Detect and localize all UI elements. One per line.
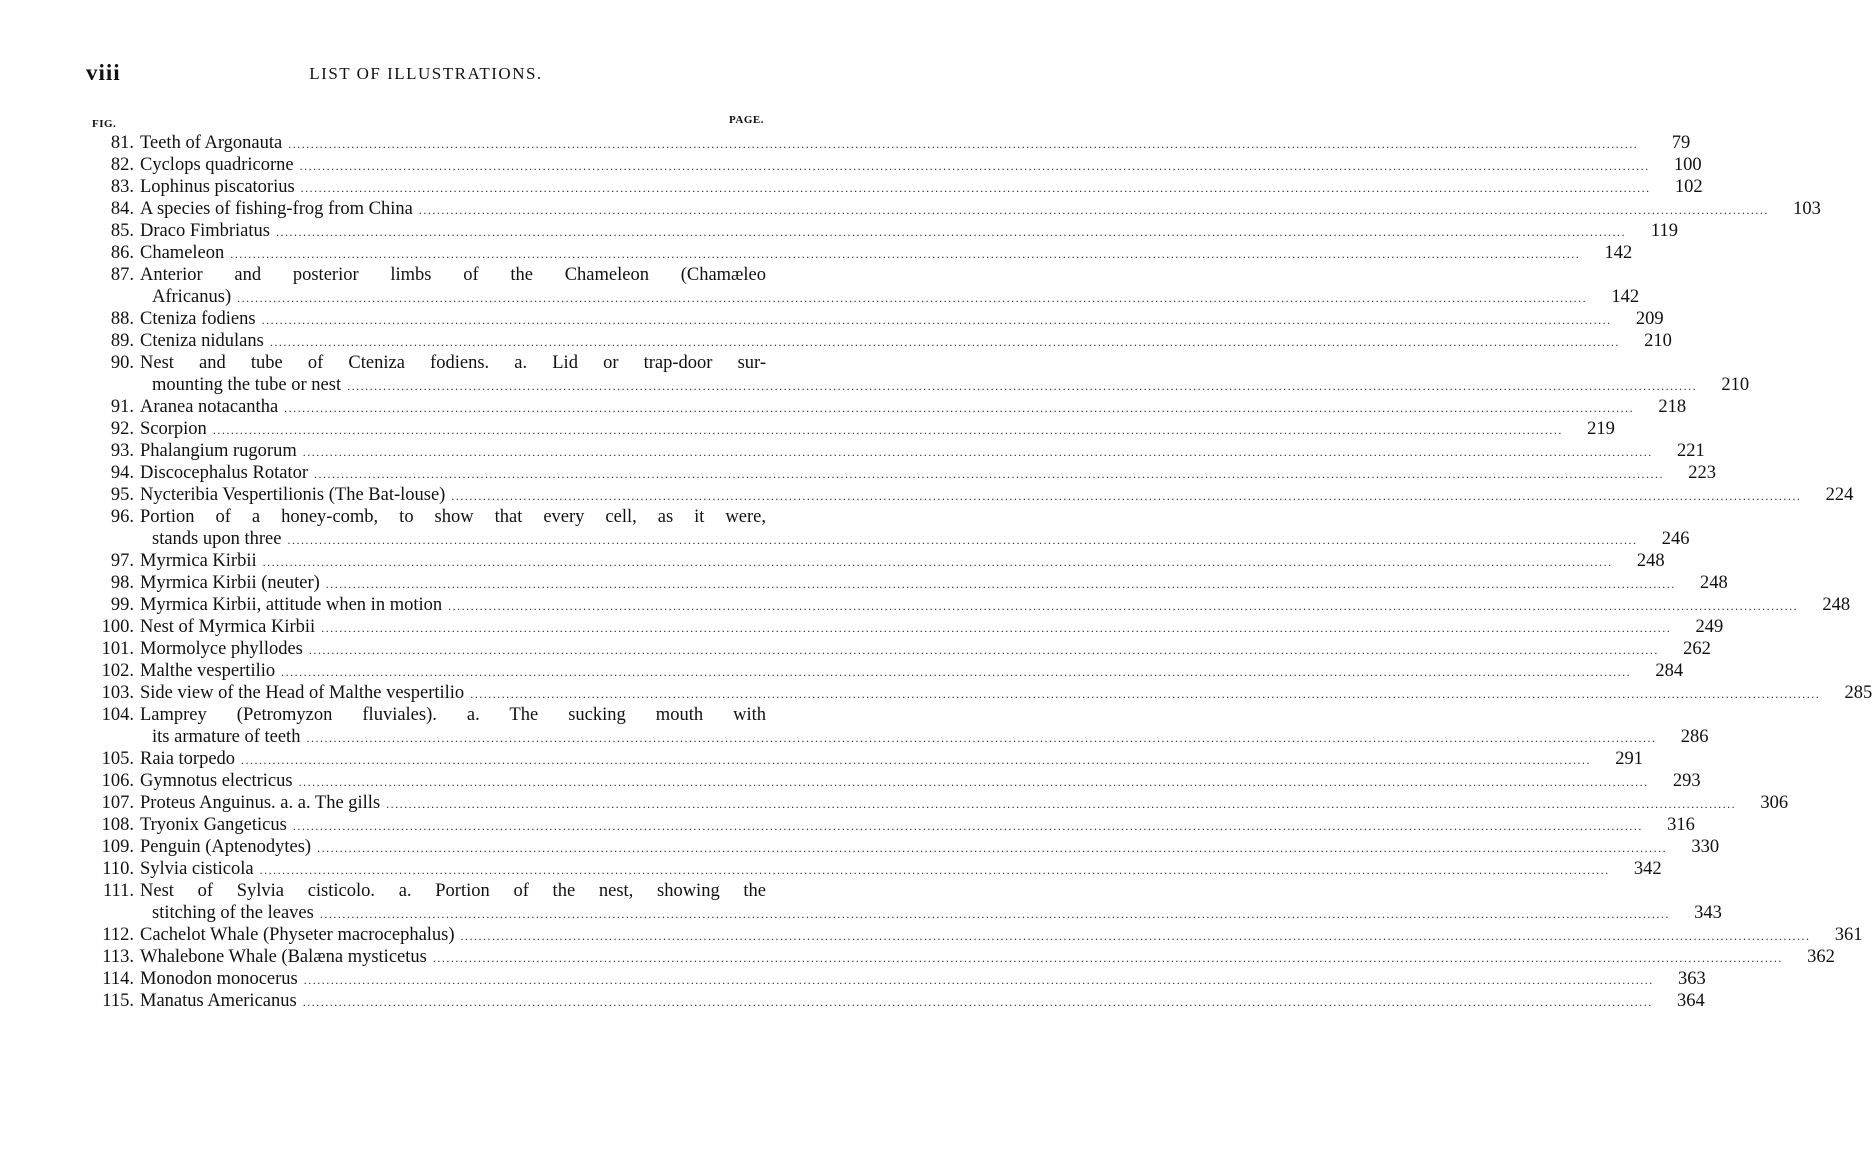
list-item [86,506,1690,550]
figure-title: Scorpion [140,419,207,439]
entry-leader-row [152,726,1709,749]
figure-title: its armature of teeth [152,727,301,747]
figure-title: Malthe vespertilio [140,661,276,681]
entry-leader-row [140,396,1687,419]
figure-title: stitching of the leaves [152,903,314,923]
page-number-ref: 142 [1611,287,1640,307]
dot-leader: ............................................................................................................................................................................................................................................................................................................ [418,203,1769,217]
figure-number: 113. [102,947,134,967]
entry-first-line [86,396,1687,418]
page-number-ref: 100 [1673,155,1702,175]
dot-leader: ............................................................................................................................................................................................................................................................................................................ [432,951,1783,965]
figure-number: 103. [101,683,134,703]
entry-leader-row [140,616,1724,639]
page-number-ref: 219 [1587,419,1615,439]
figure-number: 102. [101,661,134,681]
list-item [86,550,1665,572]
running-title: LIST OF ILLUSTRATIONS. [309,64,543,83]
figure-title: Phalangium rugorum [140,441,297,461]
page-number-ref: 210 [1644,331,1672,351]
dot-leader: ............................................................................................................................................................................................................................................................................................................ [448,599,1799,613]
figure-number: 97. [110,551,134,571]
page-number-ref: 102 [1674,177,1703,197]
entry-first-line [86,462,1716,484]
dot-leader: ............................................................................................................................................................................................................................................................................................................ [292,819,1643,833]
dot-leader: ............................................................................................................................................................................................................................................................................................................ [386,797,1737,811]
entry-leader-row [140,198,1821,221]
dot-leader: ............................................................................................................................................................................................................................................................................................................ [284,401,1635,415]
figure-title: Gymnotus electricus [140,771,293,791]
entry-continuation-line [86,286,1640,308]
entry-leader-row [140,990,1705,1013]
list-item [86,198,1821,220]
list-item [86,748,1644,770]
figure-title: Penguin (Aptenodytes) [140,837,312,857]
list-item [86,308,1664,330]
page-number-ref: 119 [1650,221,1678,241]
entry-first-line [86,484,1854,506]
list-item [86,242,1633,264]
entry-leader-row [140,154,1702,177]
figure-title: Nest of Myrmica Kirbii [140,617,316,637]
figure-title: Draco Fimbriatus [140,221,270,241]
figure-title: Manatus Americanus [140,991,297,1011]
entry-continuation-line [86,528,1690,550]
figure-title: Sylvia cisticola [140,859,254,879]
entry-first-line [86,242,1633,264]
list-item [86,616,1724,638]
entry-first-line [86,440,1705,462]
dot-leader: ............................................................................................................................................................................................................................................................................................................ [261,313,1612,327]
figure-title: Myrmica Kirbii [140,551,257,571]
entry-first-line [86,198,1821,220]
page-number-ref: 285 [1844,683,1872,703]
page-number-ref: 306 [1760,793,1789,813]
entry-first-line [86,968,1706,990]
figure-number: 105. [101,749,134,769]
list-item [86,594,1851,616]
dot-leader: ............................................................................................................................................................................................................................................................................................................ [299,159,1650,173]
dot-leader: ............................................................................................................................................................................................................................................................................................................ [303,973,1654,987]
entry-leader-row [140,176,1703,199]
page-number-ref: 284 [1655,661,1684,681]
figure-number: 81. [110,133,134,153]
entry-first-line [86,660,1684,682]
dot-leader: ............................................................................................................................................................................................................................................................................................................ [237,291,1588,305]
page-number-ref: 142 [1604,243,1633,263]
figure-number: 83. [110,177,134,197]
figure-number: 82. [110,155,134,175]
dot-leader: ............................................................................................................................................................................................................................................................................................................ [302,995,1653,1009]
list-item [86,946,1835,968]
page-number-ref: 224 [1825,485,1854,505]
entry-leader-row [140,682,1872,705]
list-item [86,770,1701,792]
entry-leader-row [140,836,1720,859]
entry-first-line [86,990,1705,1012]
dot-leader: ............................................................................................................................................................................................................................................................................................................ [460,929,1811,943]
figure-number: 104. [101,705,134,725]
figure-number: 86. [110,243,134,263]
figure-title: Aranea notacantha [140,397,279,417]
page-number-ref: 363 [1678,969,1706,989]
entry-first-line [86,616,1724,638]
entry-first-line [86,506,766,528]
entry-leader-row [140,418,1615,441]
figure-title: Cyclops quadricorne [140,155,294,175]
dot-leader: ............................................................................................................................................................................................................................................................................................................ [321,621,1672,635]
page-number-ref: 221 [1676,441,1705,461]
list-item [86,220,1678,242]
entry-first-line [86,748,1644,770]
list-item [86,704,1709,748]
entry-leader-row [140,462,1716,485]
figure-number: 114. [102,969,134,989]
figure-number: 96. [110,507,134,527]
entry-first-line [86,418,1615,440]
figure-number: 87. [110,265,134,285]
list-item [86,418,1615,440]
figure-number: 110. [102,859,134,879]
entry-continuation-line [86,726,1709,748]
page-number: viii [86,60,121,85]
entry-leader-row [140,550,1665,573]
dot-leader: ............................................................................................................................................................................................................................................................................................................ [269,335,1620,349]
dot-leader: ............................................................................................................................................................................................................................................................................................................ [451,489,1802,503]
entry-continuation-line [86,374,1750,396]
list-item [86,968,1706,990]
dot-leader: ............................................................................................................................................................................................................................................................................................................ [314,467,1664,481]
list-item [86,154,1702,176]
figure-number: 84. [110,199,134,219]
entry-first-line [86,704,766,726]
figure-title: Nycteribia Vespertilionis (The Bat-louse) [140,485,446,505]
entry-first-line [86,858,1662,880]
dot-leader: ............................................................................................................................................................................................................................................................................................................ [281,665,1632,679]
page-number-ref: 291 [1615,749,1644,769]
entry-first-line [86,176,1703,198]
entry-first-line [86,924,1863,946]
figure-title: Myrmica Kirbii, attitude when in motion [140,595,443,615]
dot-leader: ............................................................................................................................................................................................................................................................................................................ [262,555,1613,569]
figure-number: 100. [101,617,134,637]
dot-leader: ............................................................................................................................................................................................................................................................................................................ [306,731,1657,745]
fig-column-label: FIG. [92,118,117,130]
page-number-ref: 316 [1667,815,1695,835]
list-item [86,814,1695,836]
figure-title: Raia torpedo [140,749,236,769]
page-column-label: PAGE. [729,114,764,126]
figure-number: 95. [110,485,134,505]
dot-leader: ............................................................................................................................................................................................................................................................................................................ [230,247,1581,261]
page-number-ref: 79 [1671,133,1691,153]
figure-title: Mormolyce phyllodes [140,639,303,659]
entry-first-line [86,836,1720,858]
list-item [86,924,1863,946]
figure-title: mounting the tube or nest [152,375,342,395]
entry-first-line [86,154,1702,176]
figure-number: 111. [102,881,134,901]
entry-leader-row [140,638,1711,661]
figure-title: Chameleon [140,243,225,263]
figure-title: Side view of the Head of Malthe vespertilio [140,683,465,703]
dot-leader: ............................................................................................................................................................................................................................................................................................................ [302,445,1653,459]
dot-leader: ............................................................................................................................................................................................................................................................................................................ [317,841,1668,855]
page-number-ref: 364 [1676,991,1705,1011]
entry-leader-row [140,572,1728,595]
dot-leader: ............................................................................................................................................................................................................................................................................................................ [470,687,1821,701]
dot-leader: ............................................................................................................................................................................................................................................................................................................ [287,533,1638,547]
entry-leader-row [152,286,1640,309]
figure-title: Myrmica Kirbii (neuter) [140,573,320,593]
figure-title: A species of fishing-frog from China [140,199,413,219]
entry-leader-row [140,660,1684,683]
list-item [86,330,1672,352]
entry-leader-row [152,902,1722,925]
figure-number: 91. [110,397,134,417]
figure-number: 112. [102,925,134,945]
entry-leader-row [152,528,1690,551]
figure-number: 106. [101,771,134,791]
page-header [86,60,766,90]
page-number-ref: 223 [1688,463,1716,483]
page-number-ref: 246 [1661,529,1690,549]
figure-number: 85. [110,221,134,241]
dot-leader: ............................................................................................................................................................................................................................................................................................................ [300,181,1651,195]
figure-number: 98. [110,573,134,593]
page-number-ref: 248 [1822,595,1851,615]
entry-leader-row [140,858,1662,881]
page-number-ref: 210 [1721,375,1750,395]
entry-leader-row [140,440,1705,463]
figure-number: 101. [101,639,134,659]
entry-leader-row [140,484,1854,507]
list-item [86,264,1640,308]
dot-leader: ............................................................................................................................................................................................................................................................................................................ [347,379,1698,393]
figure-number: 93. [110,441,134,461]
figure-number: 115. [102,991,134,1011]
figure-title: Lophinus piscatorius [140,177,295,197]
figure-number: 89. [110,331,134,351]
dot-leader: ............................................................................................................................................................................................................................................................................................................ [259,863,1610,877]
entry-leader-row [140,814,1695,837]
figure-number: 88. [110,309,134,329]
entry-leader-row [140,594,1851,617]
figure-title: Africanus) [152,287,232,307]
figure-title: Discocephalus Rotator [140,463,308,483]
entry-leader-row [140,770,1701,793]
entry-first-line [86,550,1665,572]
list-item [86,462,1716,484]
entry-continuation-line [86,902,1722,924]
entry-first-line [86,220,1678,242]
list-item [86,792,1789,814]
list-item [86,440,1705,462]
figure-title: Nest of Sylvia cisticolo. a. Portion of the nest, showing the [140,881,766,901]
entry-leader-row [140,220,1678,243]
entry-first-line [86,770,1701,792]
figure-title: Cteniza fodiens [140,309,256,329]
figure-title: Nest and tube of Cteniza fodiens. a. Lid or trap-door sur- [140,353,766,373]
entry-leader-row [140,792,1789,815]
page-number-ref: 103 [1793,199,1821,219]
list-item [86,396,1687,418]
entry-leader-row [140,946,1835,969]
entry-leader-row [140,132,1691,155]
figure-number: 92. [110,419,134,439]
page-number-ref: 330 [1691,837,1720,857]
dot-leader: ............................................................................................................................................................................................................................................................................................................ [319,907,1670,921]
entry-leader-row [152,374,1750,397]
dot-leader: ............................................................................................................................................................................................................................................................................................................ [288,137,1639,151]
list-item [86,660,1684,682]
list-item [86,176,1703,198]
figure-title: Cachelot Whale (Physeter macrocephalus) [140,925,455,945]
page-number-ref: 286 [1680,727,1709,747]
entry-first-line [86,682,1872,704]
page-number-ref: 362 [1807,947,1835,967]
entry-first-line [86,814,1695,836]
dot-leader: ............................................................................................................................................................................................................................................................................................................ [308,643,1659,657]
figure-number: 94. [110,463,134,483]
figure-title: Tryonix Gangeticus [140,815,287,835]
list-item [86,858,1662,880]
figure-number: 90. [110,353,134,373]
figure-number: 109. [101,837,134,857]
figure-title: Anterior and posterior limbs of the Chameleon (Chamæleo [140,265,766,285]
page-number-ref: 249 [1695,617,1724,637]
list-item [86,572,1728,594]
page-number-ref: 342 [1633,859,1662,879]
entry-first-line [86,264,766,286]
list-item [86,880,1722,924]
list-item [86,132,1691,154]
figure-title: Teeth of Argonauta [140,133,283,153]
dot-leader: ............................................................................................................................................................................................................................................................................................................ [276,225,1626,239]
dot-leader: ............................................................................................................................................................................................................................................................................................................ [212,423,1563,437]
entry-first-line [86,330,1672,352]
figure-number: 99. [110,595,134,615]
list-item [86,682,1872,704]
list-item [86,484,1854,506]
page-number-ref: 209 [1635,309,1664,329]
figure-title: stands upon three [152,529,282,549]
entry-leader-row [140,748,1644,771]
illustration-list [86,132,1872,1012]
dot-leader: ............................................................................................................................................................................................................................................................................................................ [241,753,1592,767]
list-item [86,836,1720,858]
figure-number: 107. [101,793,134,813]
dot-leader: ............................................................................................................................................................................................................................................................................................................ [325,577,1676,591]
list-item [86,352,1750,396]
page-number-ref: 248 [1636,551,1665,571]
column-headers [86,114,766,134]
figure-title: Whalebone Whale (Balæna mysticetus [140,947,427,967]
dot-leader: ............................................................................................................................................................................................................................................................................................................ [298,775,1649,789]
figure-title: Portion of a honey-comb, to show that every cell, as it were, [140,507,766,527]
page-number-ref: 248 [1700,573,1728,593]
entry-first-line [86,792,1789,814]
entry-first-line [86,308,1664,330]
entry-leader-row [140,308,1664,331]
entry-leader-row [140,968,1706,991]
entry-first-line [86,572,1728,594]
page-number-ref: 361 [1834,925,1863,945]
page-number-ref: 262 [1683,639,1711,659]
entry-first-line [86,946,1835,968]
entry-first-line [86,132,1691,154]
entry-first-line [86,352,766,374]
entry-leader-row [140,330,1672,353]
entry-first-line [86,594,1851,616]
figure-number: 108. [101,815,134,835]
entry-first-line [86,638,1711,660]
figure-title: Monodon monocerus [140,969,298,989]
page-number-ref: 293 [1672,771,1701,791]
page-number-ref: 343 [1694,903,1722,923]
figure-title: Proteus Anguinus. a. a. The gills [140,793,381,813]
figure-title: Cteniza nidulans [140,331,264,351]
list-item [86,638,1711,660]
entry-leader-row [140,242,1633,265]
page-number-ref: 218 [1658,397,1687,417]
list-item [86,990,1705,1012]
entry-leader-row [140,924,1863,947]
figure-title: Lamprey (Petromyzon fluviales). a. The sucking mouth with [140,705,766,725]
entry-first-line [86,880,766,902]
